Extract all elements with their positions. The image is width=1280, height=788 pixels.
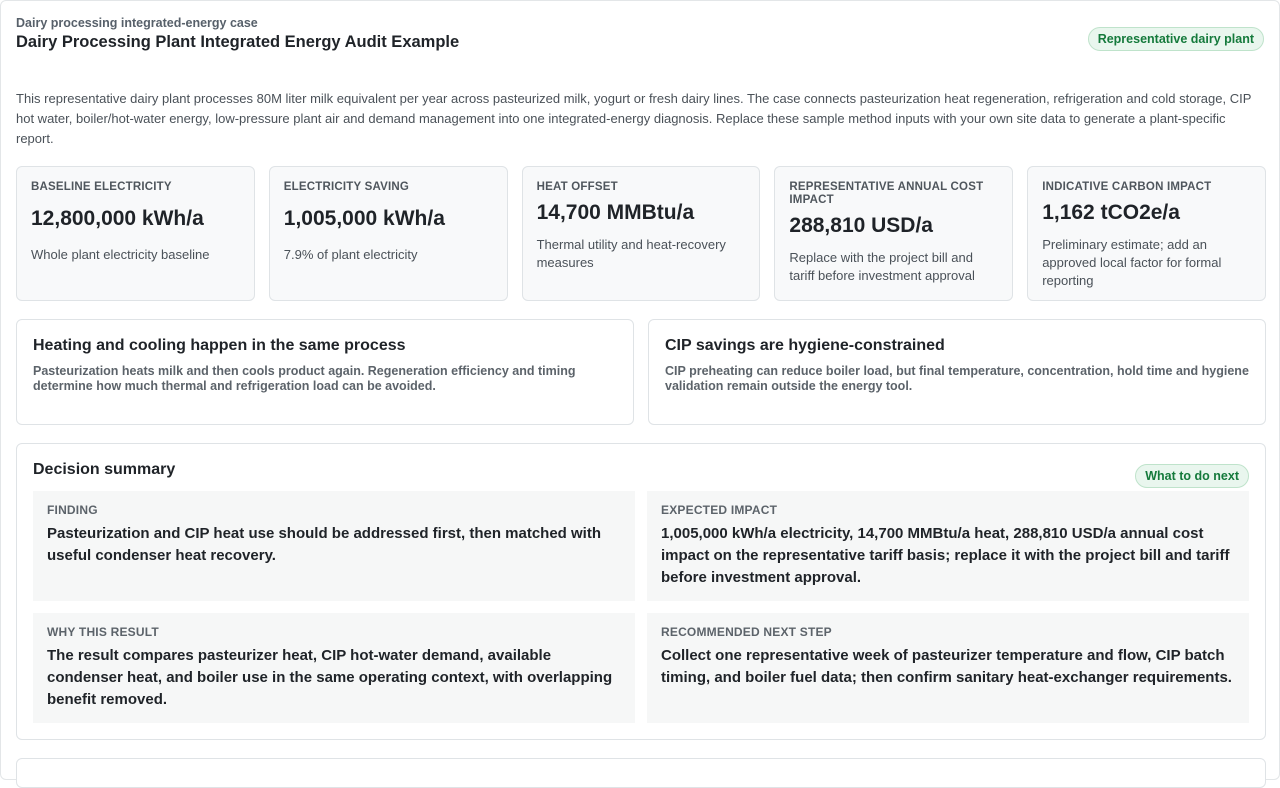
- metric-value: 1,005,000 kWh/a: [283, 207, 445, 230]
- note-card-cip-hygiene: [648, 319, 1266, 425]
- case-intro: This representative dairy plant processes 80M liter milk equivalent per year across pasteurized milk, yogurt or fresh dairy lines. The case connects pasteurization heat regeneration, refrigeration and cold storage, CIP hot water, boiler/hot-water energy, low-pressure plant air and demand management into one integrated-energy diagnosis. Replace these sample method inputs with your own site data to generate a plant-specific report.: [16, 91, 1252, 146]
- decision-cell-text: The result compares pasteurizer heat, CIP hot-water demand, available condenser heat, and boiler use in the same operating context, with overlapping benefit removed.: [47, 647, 613, 708]
- decision-cell-next-step: [647, 613, 1249, 723]
- decision-cell-label: RECOMMENDED NEXT STEP: [661, 625, 832, 639]
- metric-value: 14,700 MMBtu/a: [536, 201, 695, 224]
- report-header: [16, 15, 1264, 55]
- metric-note: Replace with the project bill and tariff before investment approval: [789, 250, 975, 283]
- metric-label: HEAT OFFSET: [536, 181, 618, 193]
- metric-card-electricity-saving: [269, 166, 508, 301]
- decision-cell-expected-impact: [647, 491, 1249, 601]
- decision-summary-panel: [16, 443, 1266, 740]
- metric-value: 288,810 USD/a: [789, 214, 933, 237]
- decision-summary-title: Decision summary: [33, 461, 176, 478]
- metric-cards: [16, 166, 1266, 301]
- note-title: Heating and cooling happen in the same process: [33, 337, 406, 354]
- metric-label: BASELINE ELECTRICITY: [31, 181, 172, 193]
- metric-card-baseline-electricity: [16, 166, 255, 301]
- metric-label: INDICATIVE CARBON IMPACT: [1042, 181, 1212, 193]
- decision-cell-why-this-result: [33, 613, 635, 723]
- decision-cell-finding: [33, 491, 635, 601]
- metric-label: ELECTRICITY SAVING: [283, 181, 410, 193]
- note-body: CIP preheating can reduce boiler load, but final temperature, concentration, hold time and hygiene validation remain outside the energy tool.: [665, 364, 1249, 393]
- note-title: CIP savings are hygiene-constrained: [665, 337, 945, 354]
- metric-value: 1,162 tCO2e/a: [1042, 201, 1180, 224]
- context-notes: [16, 319, 1266, 425]
- note-body: Pasteurization heats milk and then cools product again. Regeneration efficiency and timing determine how much thermal and refrigeration load can be avoided.: [33, 364, 576, 393]
- metric-note: Preliminary estimate; add an approved local factor for formal reporting: [1042, 237, 1222, 288]
- decision-cell-text: 1,005,000 kWh/a electricity, 14,700 MMBtu/a heat, 288,810 USD/a annual cost impact on the representative tariff basis; replace it with the project bill and tariff before investment approval.: [661, 525, 1230, 586]
- decision-cell-text: Pasteurization and CIP heat use should be addressed first, then matched with useful condenser heat recovery.: [47, 525, 602, 564]
- decision-cell-text: Collect one representative week of pasteurizer temperature and flow, CIP batch timing, and boiler fuel data; then confirm sanitary heat-exchanger requirements.: [661, 647, 1232, 686]
- metric-label: REPRESENTATIVE ANNUAL COST IMPACT: [789, 181, 984, 206]
- metric-card-carbon-impact: [1027, 166, 1266, 301]
- metric-note: Thermal utility and heat-recovery measures: [536, 237, 726, 270]
- what-to-do-next-badge: What to do next: [1135, 464, 1249, 488]
- metric-note: Whole plant electricity baseline: [31, 247, 210, 262]
- decision-cell-label: WHY THIS RESULT: [47, 625, 159, 639]
- metric-card-annual-cost-impact: [774, 166, 1013, 301]
- case-eyebrow: Dairy processing integrated-energy case: [16, 16, 258, 30]
- decision-cell-label: FINDING: [47, 503, 98, 517]
- page-title: Dairy Processing Plant Integrated Energy Audit Example: [16, 33, 460, 51]
- metric-note: 7.9% of plant electricity: [283, 247, 418, 262]
- metric-card-heat-offset: [522, 166, 761, 301]
- note-card-heating-cooling: [16, 319, 634, 425]
- decision-cell-label: EXPECTED IMPACT: [661, 503, 778, 517]
- decision-grid: [33, 491, 1249, 723]
- metric-value: 12,800,000 kWh/a: [31, 207, 204, 230]
- plant-type-badge: Representative dairy plant: [1088, 27, 1264, 51]
- next-section-panel: [16, 758, 1266, 788]
